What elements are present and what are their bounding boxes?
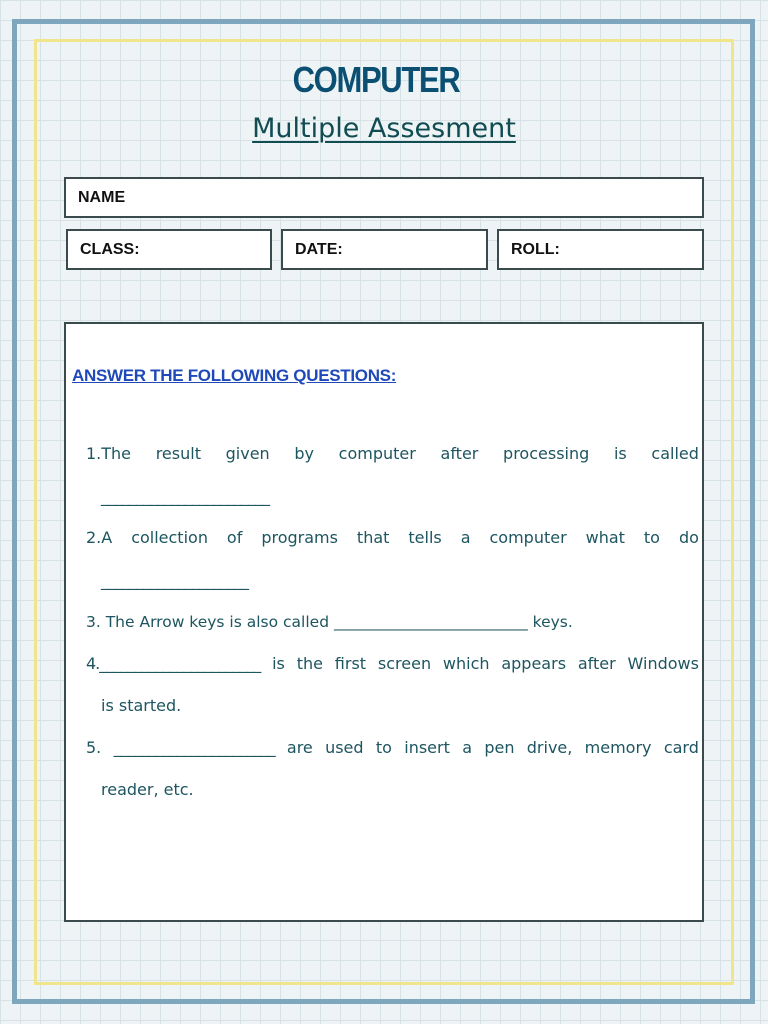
question-word: computer (489, 528, 567, 547)
name-field[interactable] (64, 177, 704, 218)
question-word: collection (131, 528, 208, 547)
question-word: pen (484, 738, 515, 757)
question-word: given (225, 444, 270, 463)
question-word: memory (584, 738, 652, 757)
section-heading: ANSWER THE FOLLOWING QUESTIONS: (72, 366, 397, 385)
question-word: a (462, 738, 472, 757)
question-word: first (334, 654, 367, 673)
question-word: 5. (86, 738, 102, 757)
question-5-line-2: reader, etc. (101, 780, 194, 799)
question-word: after (440, 444, 479, 463)
question-word: Windows (627, 654, 699, 673)
roll-label: ROLL: (511, 240, 560, 258)
question-word: a (460, 528, 471, 547)
question-word: which (442, 654, 490, 673)
question-2-answer-blank[interactable]: _____________________ (101, 571, 248, 590)
question-word: result (155, 444, 201, 463)
question-word: what (585, 528, 625, 547)
question-word: 1.The (86, 444, 132, 463)
question-word: the (296, 654, 323, 673)
question-word: to (643, 528, 660, 547)
question-5-line-1 (86, 738, 699, 758)
question-word: drive, (526, 738, 573, 757)
question-1-line-1 (86, 444, 699, 464)
question-word: screen (377, 654, 432, 673)
question-word: appears (501, 654, 567, 673)
date-label: DATE: (295, 240, 343, 258)
question-word: insert (404, 738, 450, 757)
page-title: COMPUTER (292, 59, 460, 100)
question-3-line-1: 3. The Arrow keys is also called _________________________ keys. (86, 613, 573, 631)
question-word: is (613, 444, 627, 463)
question-word: card (663, 738, 699, 757)
question-word: are (286, 738, 313, 757)
question-word: programs (261, 528, 338, 547)
question-word: do (678, 528, 699, 547)
question-1-answer-blank[interactable]: ________________________ (101, 487, 269, 506)
question-word: called (651, 444, 699, 463)
question-word: after (577, 654, 616, 673)
question-word: 2.A (86, 528, 113, 547)
question-2-line-1 (86, 528, 699, 548)
question-word: _______________________ (113, 738, 275, 757)
questions-panel (64, 322, 704, 922)
question-4-line-1 (86, 654, 699, 674)
question-4-line-2: is started. (101, 696, 182, 715)
question-word: by (294, 444, 314, 463)
page-subtitle: Multiple Assesment (252, 113, 516, 144)
question-word: is (272, 654, 285, 673)
question-word: that (356, 528, 390, 547)
question-word: computer (338, 444, 416, 463)
question-word: tells (408, 528, 442, 547)
question-word: used (325, 738, 364, 757)
date-field[interactable] (281, 229, 488, 270)
question-word: to (375, 738, 392, 757)
question-word: of (226, 528, 243, 547)
name-label: NAME (78, 188, 126, 206)
roll-field[interactable] (497, 229, 704, 270)
question-word: 4._______________________ (86, 654, 261, 673)
class-field[interactable] (66, 229, 272, 270)
question-word: processing (503, 444, 590, 463)
class-label: CLASS: (80, 240, 140, 258)
